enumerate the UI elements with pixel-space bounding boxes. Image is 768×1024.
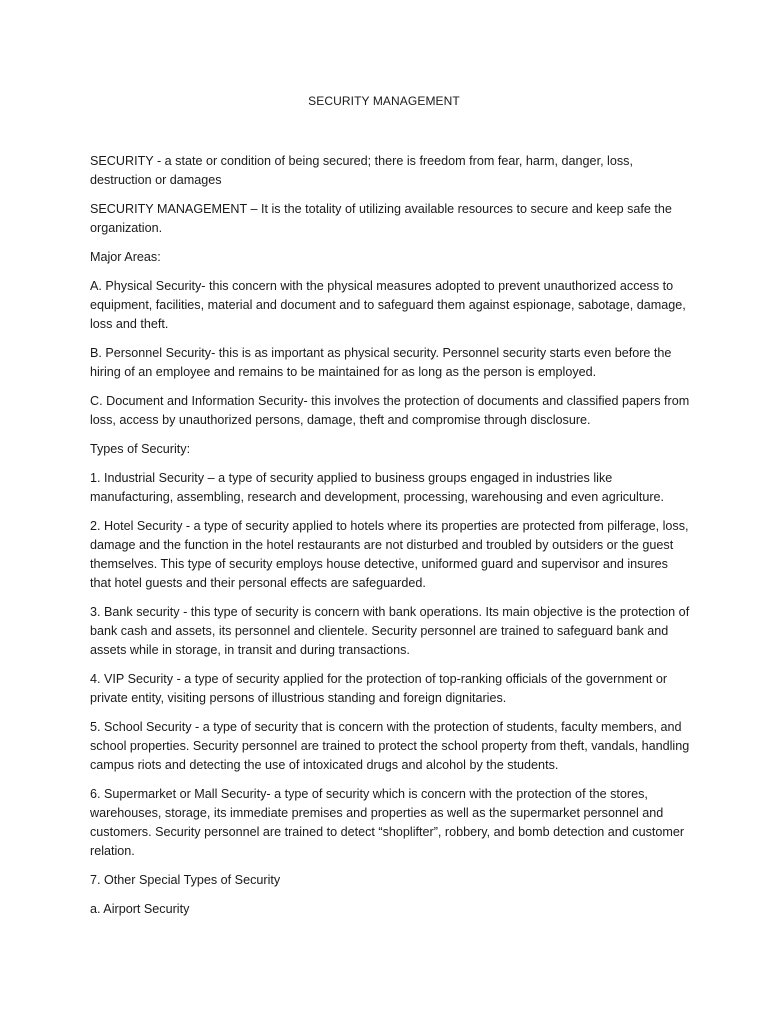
document-body: [90, 152, 690, 929]
paragraph-security-definition: SECURITY - a state or condition of being secured; there is freedom from fear, harm, danger, loss, destruction or damages: [90, 154, 633, 187]
page-title: SECURITY MANAGEMENT: [308, 94, 460, 108]
paragraph-industrial-security: 1. Industrial Security – a type of security applied to business groups engaged in industries like manufacturing, assembling, research and development, processing, warehousing and even agriculture.: [90, 471, 665, 504]
paragraph-airport-security: a. Airport Security: [90, 902, 190, 916]
paragraph-vip-security: 4. VIP Security - a type of security applied for the protection of top-ranking officials of the government or private entity, visiting persons of illustrious standing and foreign dignitaries.: [90, 672, 668, 705]
paragraph-security-management-definition: SECURITY MANAGEMENT – It is the totality of utilizing available resources to secure and keep safe the organization.: [90, 202, 672, 235]
heading-types-of-security: Types of Security:: [90, 442, 191, 456]
heading-other-special-types: 7. Other Special Types of Security: [90, 873, 281, 887]
paragraph-physical-security: A. Physical Security- this concern with the physical measures adopted to prevent unauthorized access to equipment, facilities, material and document and to safeguard them against espionage, sabotage, damage, loss and theft.: [90, 279, 686, 331]
heading-major-areas: Major Areas:: [90, 250, 161, 264]
paragraph-bank-security: 3. Bank security - this type of security is concern with bank operations. Its main objective is the protection of bank cash and assets, its personnel and clientele. Security personnel are trained to safeguard bank and assets while in storage, in transit and during transactions.: [90, 605, 690, 657]
paragraph-hotel-security: 2. Hotel Security - a type of security applied to hotels where its properties are protected from pilferage, loss, damage and the function in the hotel restaurants are not disturbed and troubled by outsiders or the guest themselves. This type of security employs house detective, uniformed guard and supervisor and insures that hotel guests and their personal effects are safeguarded.: [90, 519, 689, 590]
paragraph-school-security: 5. School Security - a type of security that is concern with the protection of students, faculty members, and school properties. Security personnel are trained to protect the school property from theft, vandals, handling campus riots and detecting the use of intoxicated drugs and alcohol by the students.: [90, 720, 690, 772]
paragraph-document-information-security: C. Document and Information Security- this involves the protection of documents and classified papers from loss, access by unauthorized persons, damage, theft and compromise through disclosure.: [90, 394, 690, 427]
paragraph-mall-security: 6. Supermarket or Mall Security- a type of security which is concern with the protection of the stores, warehouses, storage, its immediate premises and properties as well as the supermarket personnel and customers. Security personnel are trained to detect “shoplifter”, robbery, and bomb detection and customer relation.: [90, 787, 685, 858]
paragraph-personnel-security: B. Personnel Security- this is as important as physical security. Personnel security starts even before the hiring of an employee and remains to be maintained for as long as the person is employed.: [90, 346, 672, 379]
